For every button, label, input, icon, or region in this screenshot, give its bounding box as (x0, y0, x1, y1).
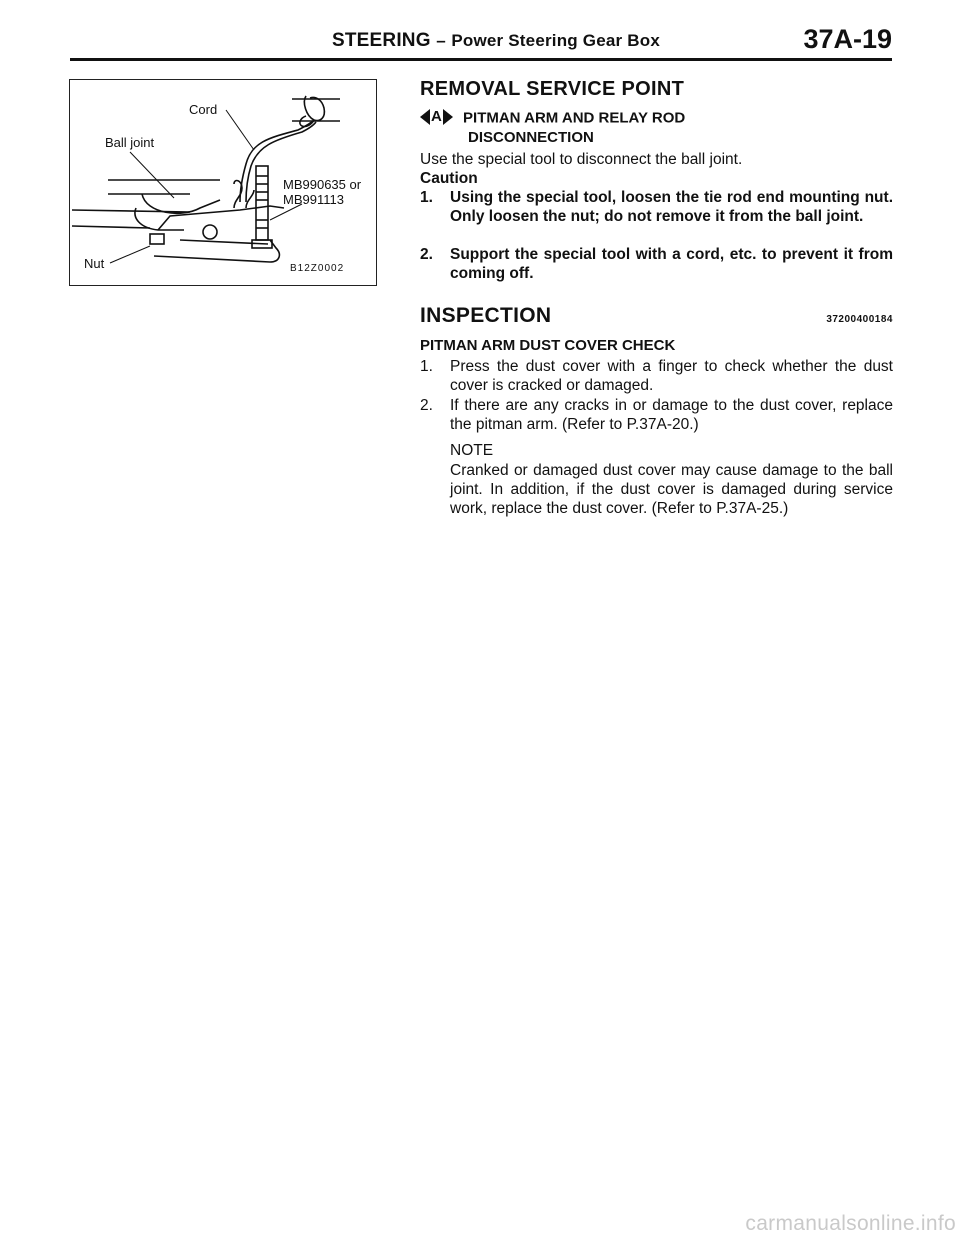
item-text: Support the special tool with a cord, etc. to prevent it from coming off. (450, 246, 893, 282)
dust-cover-check-heading: PITMAN ARM DUST COVER CHECK (420, 337, 676, 354)
removal-intro: Use the special tool to disconnect the ball joint. (420, 151, 743, 168)
caution-label: Caution (420, 170, 478, 187)
inspection-item-1 (420, 357, 893, 395)
label-ball-joint: Ball joint (105, 135, 155, 150)
header-rule (70, 58, 892, 61)
triangle-left-icon (420, 109, 430, 125)
knuckle (72, 180, 220, 230)
inspection-code: 37200400184 (826, 314, 893, 325)
removal-subheading (420, 107, 685, 147)
removal-service-point-heading: REMOVAL SERVICE POINT (420, 78, 685, 100)
item-number: 1. (420, 189, 433, 206)
section-title: STEERING (331, 30, 431, 51)
subsection-title: Power Steering Gear Box (451, 31, 660, 50)
service-marker (420, 107, 453, 126)
triangle-right-icon (443, 109, 453, 125)
caution-item-2 (420, 245, 893, 283)
note-label: NOTE (450, 442, 494, 459)
figure-code: B12Z0002 (290, 263, 345, 274)
subhead-line-2: DISCONNECTION (468, 128, 594, 146)
item-number: 2. (420, 397, 433, 414)
subhead-line-1: PITMAN ARM AND RELAY ROD (463, 109, 686, 127)
inspection-heading: INSPECTION (420, 304, 552, 327)
relay-rod (292, 99, 340, 121)
item-text: Press the dust cover with a finger to check whether the dust cover is cracked or damaged. (450, 358, 893, 394)
label-special-tool: MB990635 or (283, 177, 362, 192)
item-number: 1. (420, 358, 433, 375)
illustration-figure (69, 79, 377, 286)
leader-lines (110, 110, 302, 263)
label-special-tool-alt: MB991113 (283, 192, 344, 207)
page-header (0, 0, 960, 62)
marker-letter: A (431, 108, 442, 125)
caution-item-1 (420, 188, 893, 226)
watermark: carmanualsonline.info (745, 1212, 956, 1235)
note-text: Cranked or damaged dust cover may cause damage to the ball joint. In addition, if the dust cover is damaged during service work, replace the dust cover. (Refer to P.37A-25.) (450, 462, 893, 517)
label-nut: Nut (84, 256, 105, 271)
inspection-item-2 (420, 396, 893, 434)
header-title (332, 30, 660, 52)
header-dash: – (436, 31, 446, 50)
page-number: 37A-19 (803, 24, 892, 54)
item-text: Using the special tool, loosen the tie rod end mounting nut. Only loosen the nut; do not remove it from the ball joint. (450, 189, 893, 225)
item-number: 2. (420, 246, 433, 263)
label-cord: Cord (189, 102, 218, 117)
item-text: If there are any cracks in or damage to the dust cover, replace the pitman arm. (Refer to P.37A-20.) (450, 397, 893, 433)
